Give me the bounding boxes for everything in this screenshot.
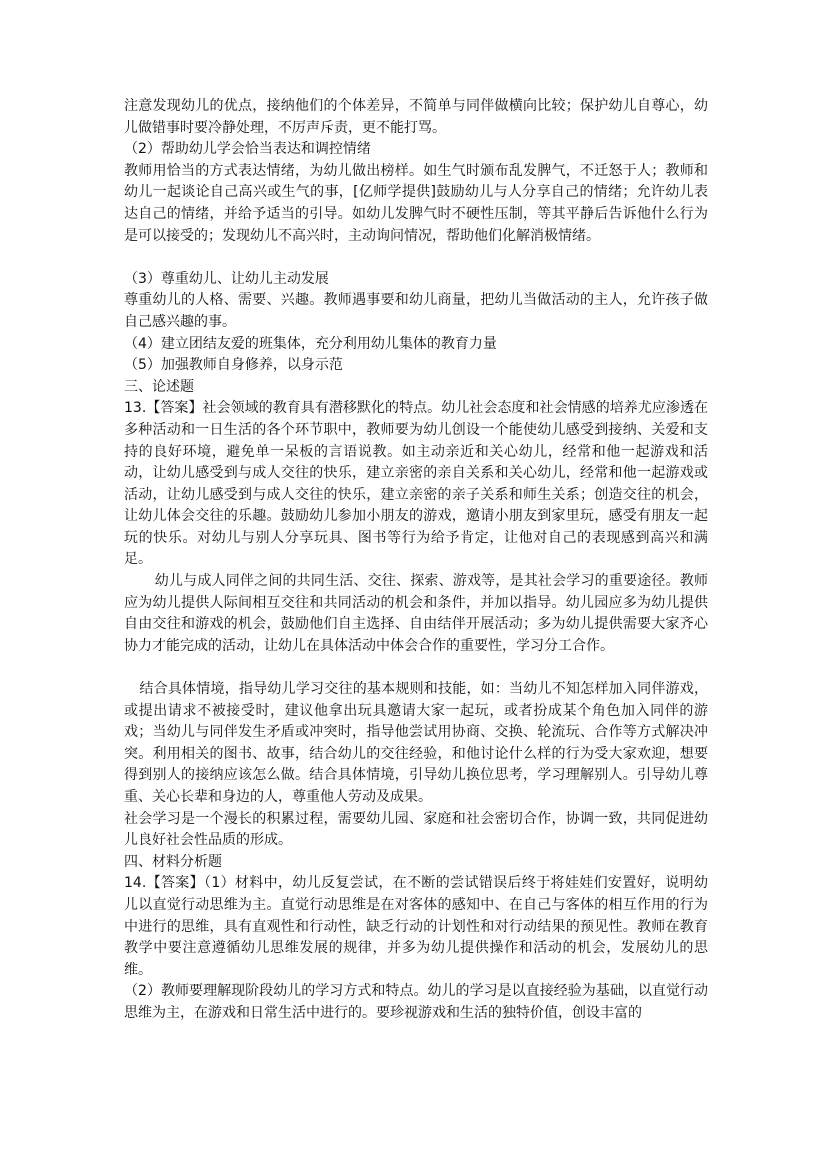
answer-13-paragraph-2: 幼儿与成人同伴之间的共同生活、交往、探索、游戏等，是其社会学习的重要途径。教师应为幼儿提供人际间相互交往和共同活动的机会和条件，并加以指导。幼儿园应多为幼儿提供自由交往和游戏的机会，鼓励他们自主选择、自由结伴开展活动；多为幼儿提供需要大家齐心协力才能完成的活动，让幼儿在具体活动中体会合作的重要性，学习分工合作。 [124,573,708,654]
paragraph-respect-differences: 注意发现幼儿的优点，接纳他们的个体差异，不简单与同伴做横向比较；保护幼儿自尊心，幼儿做错事时要冷静处理，不厉声斥责，更不能打骂。 [124,98,708,136]
heading-build-class: （4）建立团结友爱的班集体，充分利用幼儿集体的教育力量 [124,335,497,352]
blank-line [124,657,708,679]
heading-respect-children: （3）尊重幼儿、让幼儿主动发展 [124,270,329,287]
answer-14-paragraph-2: （2）教师要理解现阶段幼儿的学习方式和特点。幼儿的学习是以直接经验为基础，以直觉行动思维为主，在游戏和日常生活中进行的。要珍视游戏和生活的独特价值，创设丰富的 [124,983,708,1021]
answer-13-paragraph-3: 结合具体情境，指导幼儿学习交往的基本规则和技能，如：当幼儿不知怎样加入同伴游戏，或提出请求不被接受时，建议他拿出玩具邀请大家一起玩，或者扮成某个角色加入同伴的游戏；当幼儿与同伴发生矛盾或冲突时，指导他尝试用协商、交换、轮流玩、合作等方式解决冲突。利用相关的图书、故事，结合幼儿的交往经验，和他讨论什么样的行为受大家欢迎，想要得到别人的接纳应该怎么做。结合具体情境，引导幼儿换位思考，学习理解别人。引导幼儿尊重、关心长辈和身边的人，尊重他人劳动及成果。 [124,681,708,805]
heading-express-emotions: （2）帮助幼儿学会恰当表达和调控情绪 [124,141,371,158]
section-heading-material-analysis: 四、材料分析题 [124,853,222,870]
paragraph-express-emotions: 教师用恰当的方式表达情绪，为幼儿做出榜样。如生气时颁布乱发脾气，不迁怒于人；教师和幼儿一起谈论自己高兴或生气的事，[亿师学提供]鼓励幼儿与人分享自己的情绪；允许幼儿表达自己的情绪，并给予适当的引导。如幼儿发脾气时不硬性压制，等其平静后告诉他什么行为是可以接受的；发现幼儿不高兴时，主动询问情况，帮助他们化解消极情绪。 [124,162,708,244]
document-page [124,96,708,1025]
heading-teacher-example: （5）加强教师自身修养，以身示范 [124,357,343,374]
answer-13-paragraph-1: 13.【答案】社会领域的教育具有潜移默化的特点。幼儿社会态度和社会情感的培养尤应渗透在多种活动和一日生活的各个环节职中，教师要为幼儿创设一个能使幼儿感受到接纳、关爱和支持的良好环境，避免单一呆板的言语说教。如主动亲近和关心幼儿，经常和他一起游戏和活动，让幼儿感受到与成人交往的快乐，建立亲密的亲自关系和关心幼儿，经常和他一起游戏或活动，让幼儿感受到与成人交往的快乐，建立亲密的亲子关系和师生关系；创造交往的机会，让幼儿体会交往的乐趣。鼓励幼儿参加小朋友的游戏，邀请小朋友到家里玩，感受有朋友一起玩的快乐。对幼儿与别人分享玩具、图书等行为给予肯定，让他对自己的表现感到高兴和满足。 [124,400,708,568]
paragraph-respect-children: 尊重幼儿的人格、需要、兴趣。教师遇事要和幼儿商量，把幼儿当做活动的主人，允许孩子做自己感兴趣的事。 [124,292,708,330]
answer-14-paragraph-1: 14.【答案】（1）材料中，幼儿反复尝试，在不断的尝试错误后终于将娃娃们安置好，说明幼儿以直觉行动思维为主。直觉行动思维是在对客体的感知中、在自己与客体的相互作用的行为中进行的思维，具有直观性和行动性，缺乏行动的计划性和对行动结果的预见性。教师在教育教学中要注意遵循幼儿思维发展的规律，并多为幼儿提供操作和活动的机会，发展幼儿的思维。 [124,875,708,978]
blank-line [124,247,708,269]
answer-13-paragraph-4: 社会学习是一个漫长的积累过程，需要幼儿园、家庭和社会密切合作，协调一致，共同促进幼儿良好社会性品质的形成。 [124,810,708,849]
section-heading-essay: 三、论述题 [124,378,194,395]
